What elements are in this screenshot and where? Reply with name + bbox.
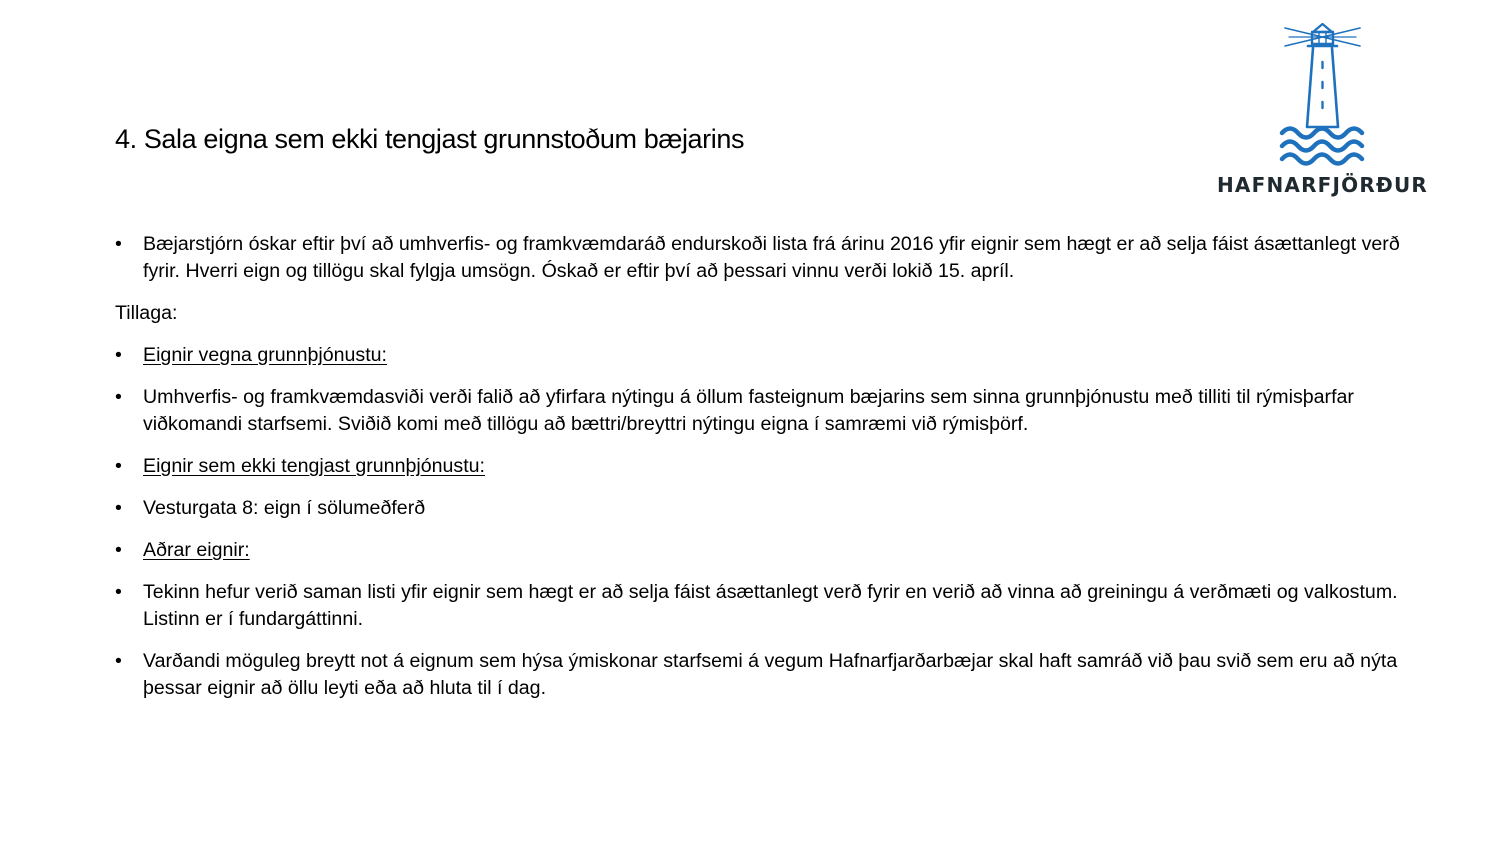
logo-text: HAFNARFJÖRÐUR [1216,173,1428,197]
list-item-text: Tekinn hefur verið saman listi yfir eignir sem hægt er að selja fáist ásættanlegt verð fyrir en verið að vinna að greiningu á verðmæti og valkostum. Listinn er í fundargáttinni. [143,581,1398,630]
section-heading: Aðrar eignir: [143,539,250,561]
bullet: • [115,386,122,408]
list-item [115,453,1405,480]
bullet: • [115,581,122,603]
bullet: • [115,650,122,672]
section-heading: Eignir vegna grunnþjónustu: [143,344,388,366]
list-item [115,495,1405,522]
proposal-label [115,300,1405,327]
slide-body [115,231,1405,717]
list-item-text: Umhverfis- og framkvæmdasviði verði falið að yfirfara nýtingu á öllum fasteignum bæjarins sem sinna grunnþjónustu með tilliti til rýmisþarfar viðkomandi starfsemi. Sviðið komi með tillögu að bættri/breyttri nýtingu eigna í samræmi við rýmisþörf. [143,386,1354,435]
list-item [115,537,1405,564]
list-item-text: Tillaga: [115,302,178,324]
list-item [115,342,1405,369]
bullet: • [115,497,122,519]
lighthouse-icon [1205,20,1440,170]
hafnarfjordur-logo [1205,20,1440,200]
list-item [115,384,1405,438]
bullet: • [115,233,122,255]
list-item [115,231,1405,285]
list-item [115,579,1405,633]
bullet: • [115,344,122,366]
list-item-text: Bæjarstjórn óskar eftir því að umhverfis- og framkvæmdaráð endurskoði lista frá árinu 2016 yfir eignir sem hægt er að selja fáist ásættanlegt verð fyrir. Hverri eign og tillögu skal fylgja umsögn. Óskað er eftir því að þessari vinnu verði lokið 15. apríl. [143,233,1400,282]
section-heading: Eignir sem ekki tengjast grunnþjónustu: [143,455,485,477]
list-item-text: Varðandi möguleg breytt not á eignum sem hýsa ýmiskonar starfsemi á vegum Hafnarfjarðarbæjar skal haft samráð við þau svið sem eru að nýta þessar eignir að öllu leyti eða að hluta til í dag. [143,650,1398,699]
list-item [115,648,1405,702]
bullet: • [115,455,122,477]
slide-title: 4. Sala eigna sem ekki tengjast grunnstoðum bæjarins [115,124,745,154]
bullet: • [115,539,122,561]
list-item-text: Vesturgata 8: eign í sölumeðferð [143,497,426,519]
